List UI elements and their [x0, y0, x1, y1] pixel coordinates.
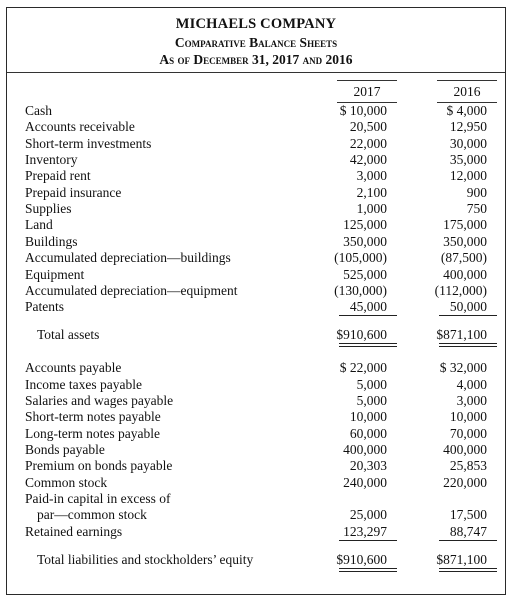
asset-row-label: Patents	[25, 299, 64, 315]
total-liabilities-label: Total liabilities and stockholders’ equity	[37, 551, 254, 567]
liability-row-y2016: 3,000	[456, 392, 487, 408]
liability-row-y2016: 400,000	[443, 441, 487, 457]
asset-row-y2017: $ 10,000	[339, 103, 387, 118]
liability-row-label: Long-term notes payable	[25, 425, 160, 441]
total-assets-label: Total assets	[37, 327, 100, 343]
total-assets-rule-2017	[339, 343, 397, 344]
liability-row-y2017: 20,303	[349, 458, 387, 474]
liability-row-label: Premium on bonds payable	[25, 458, 173, 474]
total-assets-y2017: $910,600	[336, 327, 387, 343]
asset-row-y2016: 350,000	[443, 233, 487, 249]
liabilities-subtotal-rule-2017	[339, 540, 397, 541]
asset-row-y2016: 12,950	[449, 119, 487, 135]
balance-sheet-frame	[6, 7, 506, 595]
asset-row-y2016: 30,000	[449, 135, 487, 151]
asset-row-y2016: $ 4,000	[446, 103, 487, 118]
asset-row-y2016: 12,000	[449, 168, 487, 184]
liability-row-y2016: 10,000	[449, 409, 487, 425]
asset-row-label: Equipment	[25, 266, 85, 282]
liability-row-y2016: 17,500	[449, 507, 487, 523]
asset-row-y2017: 45,000	[349, 299, 387, 315]
liability-row-y2017: 400,000	[343, 441, 387, 457]
liability-row-y2017: 60,000	[349, 425, 387, 441]
asset-row-label: Prepaid insurance	[25, 184, 122, 200]
liabilities-subtotal-rule-2016	[439, 540, 497, 541]
liability-row-y2017: 25,000	[349, 507, 387, 523]
total-liabilities-rule-2017	[339, 571, 397, 572]
liability-row-label: Retained earnings	[25, 523, 123, 539]
asset-row-y2017: 1,000	[356, 201, 387, 217]
liability-row-y2017: 5,000	[356, 376, 387, 392]
liability-row-y2017: 123,297	[343, 523, 387, 539]
asset-row-y2017: 42,000	[349, 152, 387, 168]
year-2017-header: 2017	[353, 84, 381, 99]
statement-title: Comparative Balance Sheets	[174, 35, 338, 50]
asset-row-label: Inventory	[25, 152, 78, 168]
statement-date: As of December 31, 2017 and 2016	[159, 52, 353, 67]
liability-row-y2016: 70,000	[449, 425, 487, 441]
total-assets-rule-2016	[439, 343, 497, 344]
asset-row-y2016: 900	[466, 184, 487, 200]
total-assets-y2016: $871,100	[436, 327, 487, 343]
asset-row-y2017: 350,000	[343, 233, 387, 249]
liability-row-label: Paid-in capital in excess of	[25, 491, 171, 506]
liability-row-label: Short-term notes payable	[25, 409, 161, 425]
liability-row-label: par—common stock	[37, 507, 147, 523]
total-assets-rule-2016	[439, 346, 497, 347]
asset-row-label: Short-term investments	[25, 135, 152, 151]
asset-row-y2016: 400,000	[443, 266, 487, 282]
asset-row-y2017: 3,000	[356, 168, 387, 184]
total-assets-rule-2017	[339, 346, 397, 347]
assets-subtotal-rule-2017	[339, 315, 397, 316]
liability-row-y2017: 240,000	[343, 474, 387, 490]
year-2016-header: 2016	[453, 84, 481, 99]
asset-row-y2017: 525,000	[343, 266, 387, 282]
company-name: MICHAELS COMPANY	[175, 16, 337, 32]
liability-row-label: Income taxes payable	[25, 376, 142, 392]
total-liabilities-rule-2016	[439, 568, 497, 569]
liability-row-label: Bonds payable	[25, 441, 105, 457]
col-2016-top-rule	[437, 80, 497, 81]
liability-row-y2017: 5,000	[356, 392, 387, 408]
asset-row-label: Accumulated depreciation—equipment	[25, 282, 238, 298]
asset-row-y2016: 750	[466, 201, 487, 217]
liability-row-y2016: 25,853	[449, 458, 487, 474]
asset-row-y2017: 2,100	[356, 184, 387, 200]
asset-row-y2016: (112,000)	[434, 282, 487, 298]
asset-row-y2017: (105,000)	[334, 250, 387, 266]
col-2017-top-rule	[337, 80, 397, 81]
liability-row-label: Accounts payable	[25, 360, 122, 376]
asset-row-label: Cash	[25, 103, 52, 118]
assets-subtotal-rule-2016	[439, 315, 497, 316]
liability-row-y2016: 88,747	[449, 523, 487, 539]
asset-row-y2016: 175,000	[443, 217, 487, 233]
liability-row-label: Common stock	[25, 474, 108, 490]
total-liabilities-rule-2017	[339, 568, 397, 569]
liability-row-y2016: $ 32,000	[439, 360, 487, 376]
asset-row-label: Accounts receivable	[25, 119, 135, 135]
liability-row-y2017: $ 22,000	[339, 360, 387, 376]
asset-row-label: Land	[25, 217, 53, 233]
asset-row-y2017: 125,000	[343, 217, 387, 233]
header-divider	[7, 72, 505, 73]
asset-row-label: Prepaid rent	[25, 168, 91, 184]
total-liabilities-y2017: $910,600	[336, 551, 387, 567]
asset-row-y2017: 22,000	[349, 135, 387, 151]
asset-row-y2017: 20,500	[349, 119, 387, 135]
asset-row-y2016: 50,000	[449, 299, 487, 315]
liability-row-y2016: 220,000	[443, 474, 487, 490]
liability-row-y2017: 10,000	[349, 409, 387, 425]
total-liabilities-y2016: $871,100	[436, 551, 487, 567]
asset-row-label: Supplies	[25, 201, 72, 217]
liability-row-y2016: 4,000	[456, 376, 487, 392]
asset-row-y2017: (130,000)	[334, 282, 387, 298]
total-liabilities-rule-2016	[439, 571, 497, 572]
asset-row-label: Accumulated depreciation—buildings	[25, 250, 231, 266]
asset-row-label: Buildings	[25, 233, 78, 249]
asset-row-y2016: 35,000	[449, 152, 487, 168]
liability-row-label: Salaries and wages payable	[25, 392, 174, 408]
asset-row-y2016: (87,500)	[440, 250, 487, 266]
